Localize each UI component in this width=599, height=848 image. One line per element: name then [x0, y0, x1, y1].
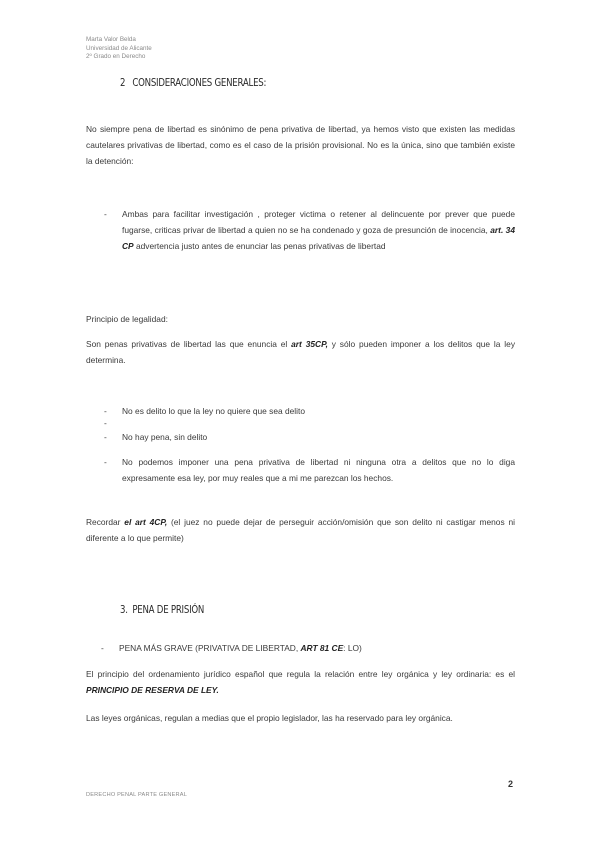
bullet-dash: - — [104, 209, 107, 219]
section-2-number: 2 — [120, 77, 126, 89]
leyes-organicas-paragraph: Las leyes orgánicas, regulan a medias que el propio legislador, las ha reservado para ley orgánica. — [86, 713, 453, 723]
section-2-intro: No siempre pena de libertad es sinónimo de pena privativa de libertad, ya hemos visto que existen las medidas cautelares privativas de libertad, como es el caso de la prisión provisional. No es la única, sino que también existe la detención: — [86, 124, 515, 166]
page-header — [86, 36, 152, 62]
page-number: 2 — [508, 779, 514, 789]
page-footer: DERECHO PENAL PARTE GENERAL — [86, 792, 188, 798]
legalidad-paragraph: Son penas privativas de libertad las que enuncia el art 35CP, y sólo pueden imponer a los delitos que la ley determina. — [86, 339, 516, 365]
list-item: - PENA MÁS GRAVE (PRIVATIVA DE LIBERTAD, ART 81 CE: LO) — [101, 640, 512, 656]
bullet-dash: - — [101, 643, 104, 653]
bullet-dash: - — [104, 457, 107, 467]
list-item: - No es delito lo que la ley no quiere que sea delito — [104, 403, 515, 419]
citation-art-35: art 35CP, — [291, 339, 328, 349]
bullet-dash: - — [104, 432, 107, 442]
section-3-number: 3. — [120, 604, 128, 616]
recordar-paragraph: Recordar el art 4CP, (el juez no puede dejar de perseguir acción/omisión que son delito ni castigar menos ni diferente a lo que permite) — [86, 517, 515, 543]
legalidad-heading: Principio de legalidad: — [86, 314, 168, 324]
header-course: 2º Grado en Derecho — [86, 53, 146, 61]
bullet-dash: - — [104, 406, 107, 416]
section-3-title: PENA DE PRISIÓN — [132, 604, 205, 616]
citation-art-34: art. 34 CP — [122, 225, 515, 251]
section-2-title: CONSIDERACIONES GENERALES: — [132, 77, 267, 89]
list-item: - No podemos imponer una pena privativa de libertad ni ninguna otra a delitos que no lo diga expresamente esa ley, por muy reales que a mi me parezcan los hechos. — [104, 454, 515, 486]
citation-art-4: el art 4CP, — [124, 517, 168, 527]
citation-art-81: ART 81 CE — [300, 643, 344, 653]
bullet-dash: - — [104, 418, 107, 428]
list-item — [104, 206, 515, 254]
section-2-heading — [120, 77, 266, 89]
section-3-heading — [120, 604, 204, 616]
bullet-text: Ambas para facilitar investigación , proteger victima o retener al delincuente por prever que puede fugarse, criticas privar de libertad a quien no se ha condenado y goza de presunción de inocencia, art. 34 CP advertencia justo antes de enunciar las penas privativas de libertad — [122, 209, 515, 251]
header-author: Marta Valor Belda — [86, 36, 136, 43]
reserva-ley-paragraph: El principio del ordenamiento jurídico español que regula la relación entre ley orgánica y ley ordinaria: es el PRINCIPIO DE RESERVA DE LEY. — [86, 669, 515, 695]
principio-reserva-ley: PRINCIPIO DE RESERVA DE LEY. — [86, 685, 219, 695]
list-item: - No hay pena, sin delito — [104, 429, 515, 445]
header-university: Universidad de Alicante — [86, 44, 152, 52]
